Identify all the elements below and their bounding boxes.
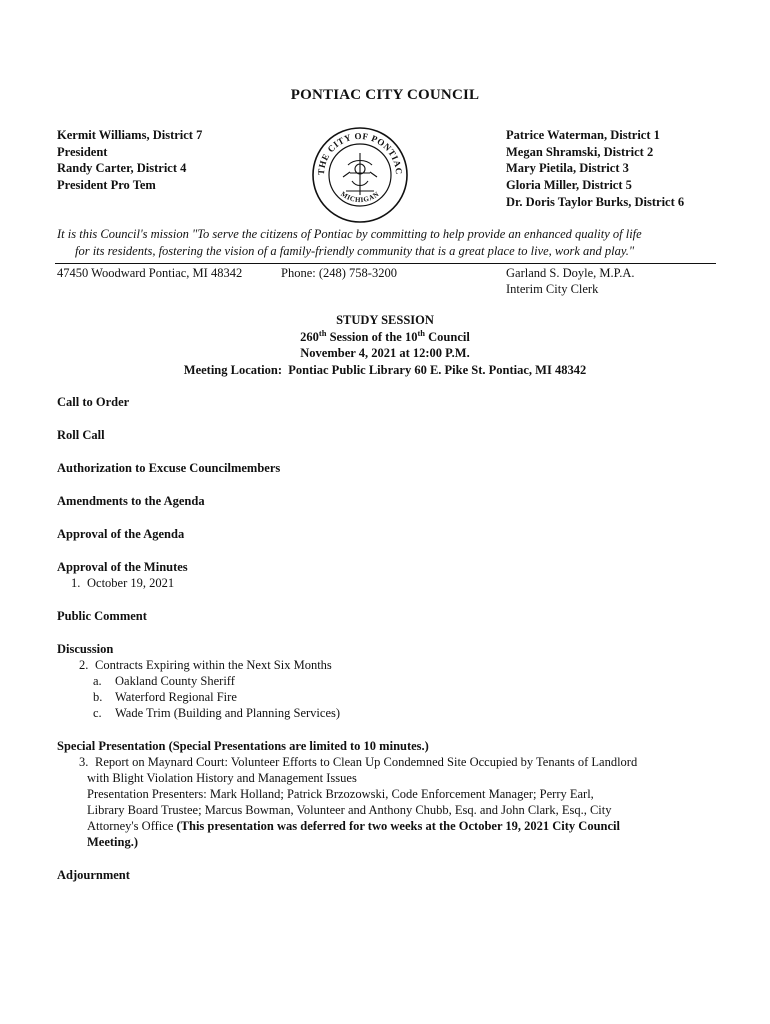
item-number: 1. <box>71 576 81 590</box>
clerk-block <box>506 265 634 298</box>
heading-amendments: Amendments to the Agenda <box>57 494 205 508</box>
session-number-line <box>0 329 770 346</box>
mission-statement <box>57 226 717 259</box>
right-officers <box>506 127 684 210</box>
sub-item <box>57 673 722 689</box>
section-authorization <box>57 460 722 476</box>
council-address: 47450 Woodward Pontiac, MI 48342 <box>57 266 243 280</box>
presenters-line-2: Library Board Trustee; Marcus Bowman, Volunteer and Anthony Chubb, Esq. and John Clark, Esq., City <box>87 803 612 817</box>
clerk-name: Garland S. Doyle, M.P.A. <box>506 266 635 280</box>
presenters-line-3 <box>57 818 722 834</box>
heading-roll-call: Roll Call <box>57 428 105 442</box>
city-seal-icon <box>310 125 410 225</box>
svg-text:MICHIGAN: MICHIGAN <box>339 190 381 205</box>
section-special-presentation <box>57 738 722 850</box>
sub-item-text: Oakland County Sheriff <box>115 674 235 688</box>
presenters-office: Attorney's Office <box>87 819 174 833</box>
mission-line-1: It is this Council's mission "To serve the citizens of Pontiac by committing to help provide an enhanced quality of life <box>57 227 642 241</box>
section-approval-agenda <box>57 526 722 542</box>
sub-item <box>57 689 722 705</box>
location-label: Meeting Location: <box>183 362 283 377</box>
section-roll-call <box>57 427 722 443</box>
header-divider <box>55 263 716 264</box>
sub-item-letter: a. <box>93 674 102 688</box>
clerk-title: Interim City Clerk <box>506 282 599 297</box>
session-number-suffix: th <box>318 327 327 338</box>
heading-authorization: Authorization to Excuse Councilmembers <box>57 461 281 475</box>
council-phone: Phone: (248) 758-3200 <box>281 266 397 280</box>
officer-president-title: President <box>57 144 108 159</box>
officer-district-5: Gloria Miller, District 5 <box>506 177 632 192</box>
session-location-line <box>0 362 770 379</box>
officer-protem-title: President Pro Tem <box>57 177 156 192</box>
section-amendments <box>57 493 722 509</box>
officer-district-6: Dr. Doris Taylor Burks, District 6 <box>506 194 685 209</box>
presenters-line-1: Presentation Presenters: Mark Holland; Patrick Brzozowski, Code Enforcement Manager; Perry Earl, <box>87 787 594 801</box>
item-number: 2. <box>79 658 89 672</box>
session-type: STUDY SESSION <box>336 313 434 327</box>
sub-item-text: Waterford Regional Fire <box>115 690 237 704</box>
sub-item-text: Wade Trim (Building and Planning Services) <box>115 706 341 720</box>
heading-discussion: Discussion <box>57 642 114 656</box>
section-public-comment <box>57 608 722 624</box>
officer-protem-name: Randy Carter, District 4 <box>57 161 187 176</box>
council-number-suffix: th <box>417 327 426 338</box>
item-text: October 19, 2021 <box>87 576 175 590</box>
council-number: 10 <box>404 329 418 344</box>
session-text: Session of the <box>326 329 405 344</box>
heading-special-presentation: Special Presentation (Special Presentations are limited to 10 minutes.) <box>57 739 429 753</box>
session-block <box>0 312 770 379</box>
location-value: Pontiac Public Library 60 E. Pike St. Pontiac, MI 48342 <box>288 362 587 377</box>
session-number: 260 <box>300 329 319 344</box>
officer-district-1: Patrice Waterman, District 1 <box>506 128 660 142</box>
heading-public-comment: Public Comment <box>57 609 147 623</box>
agenda-list <box>57 394 722 900</box>
item-text-continued: with Blight Violation History and Management Issues <box>87 771 357 785</box>
section-call-to-order <box>57 394 722 410</box>
heading-call-to-order: Call to Order <box>57 395 130 409</box>
deferral-note: (This presentation was deferred for two weeks at the October 19, 2021 City Council <box>176 819 620 833</box>
list-item <box>57 657 722 673</box>
svg-text:THE CITY OF PONTIAC: THE CITY OF PONTIAC <box>315 130 405 176</box>
deferral-note-end: Meeting.) <box>87 835 139 849</box>
item-number: 3. <box>79 755 89 769</box>
officer-district-3: Mary Pietila, District 3 <box>506 161 629 176</box>
sub-item <box>57 705 722 721</box>
officer-district-2: Megan Shramski, District 2 <box>506 144 654 159</box>
session-date-time: November 4, 2021 at 12:00 P.M. <box>300 346 470 361</box>
council-title: PONTIAC CITY COUNCIL <box>290 87 480 103</box>
section-approval-minutes <box>57 559 722 591</box>
heading-approval-agenda: Approval of the Agenda <box>57 527 185 541</box>
heading-adjournment: Adjournment <box>57 868 130 882</box>
section-adjournment <box>57 867 722 883</box>
mission-line-2: for its residents, fostering the vision of a family-friendly community that is a great place to live, work and play." <box>75 243 635 258</box>
section-discussion <box>57 641 722 721</box>
left-officers <box>57 127 202 194</box>
list-item <box>57 575 722 591</box>
council-text: Council <box>425 329 470 344</box>
heading-approval-minutes: Approval of the Minutes <box>57 560 188 574</box>
item-text: Contracts Expiring within the Next Six Months <box>95 658 332 672</box>
officer-president-name: Kermit Williams, District 7 <box>57 128 203 142</box>
sub-item-letter: c. <box>93 706 102 720</box>
sub-item-letter: b. <box>93 690 103 704</box>
list-item <box>57 754 722 770</box>
item-text: Report on Maynard Court: Volunteer Efforts to Clean Up Condemned Site Occupied by Tenants of Landlord <box>95 755 638 769</box>
